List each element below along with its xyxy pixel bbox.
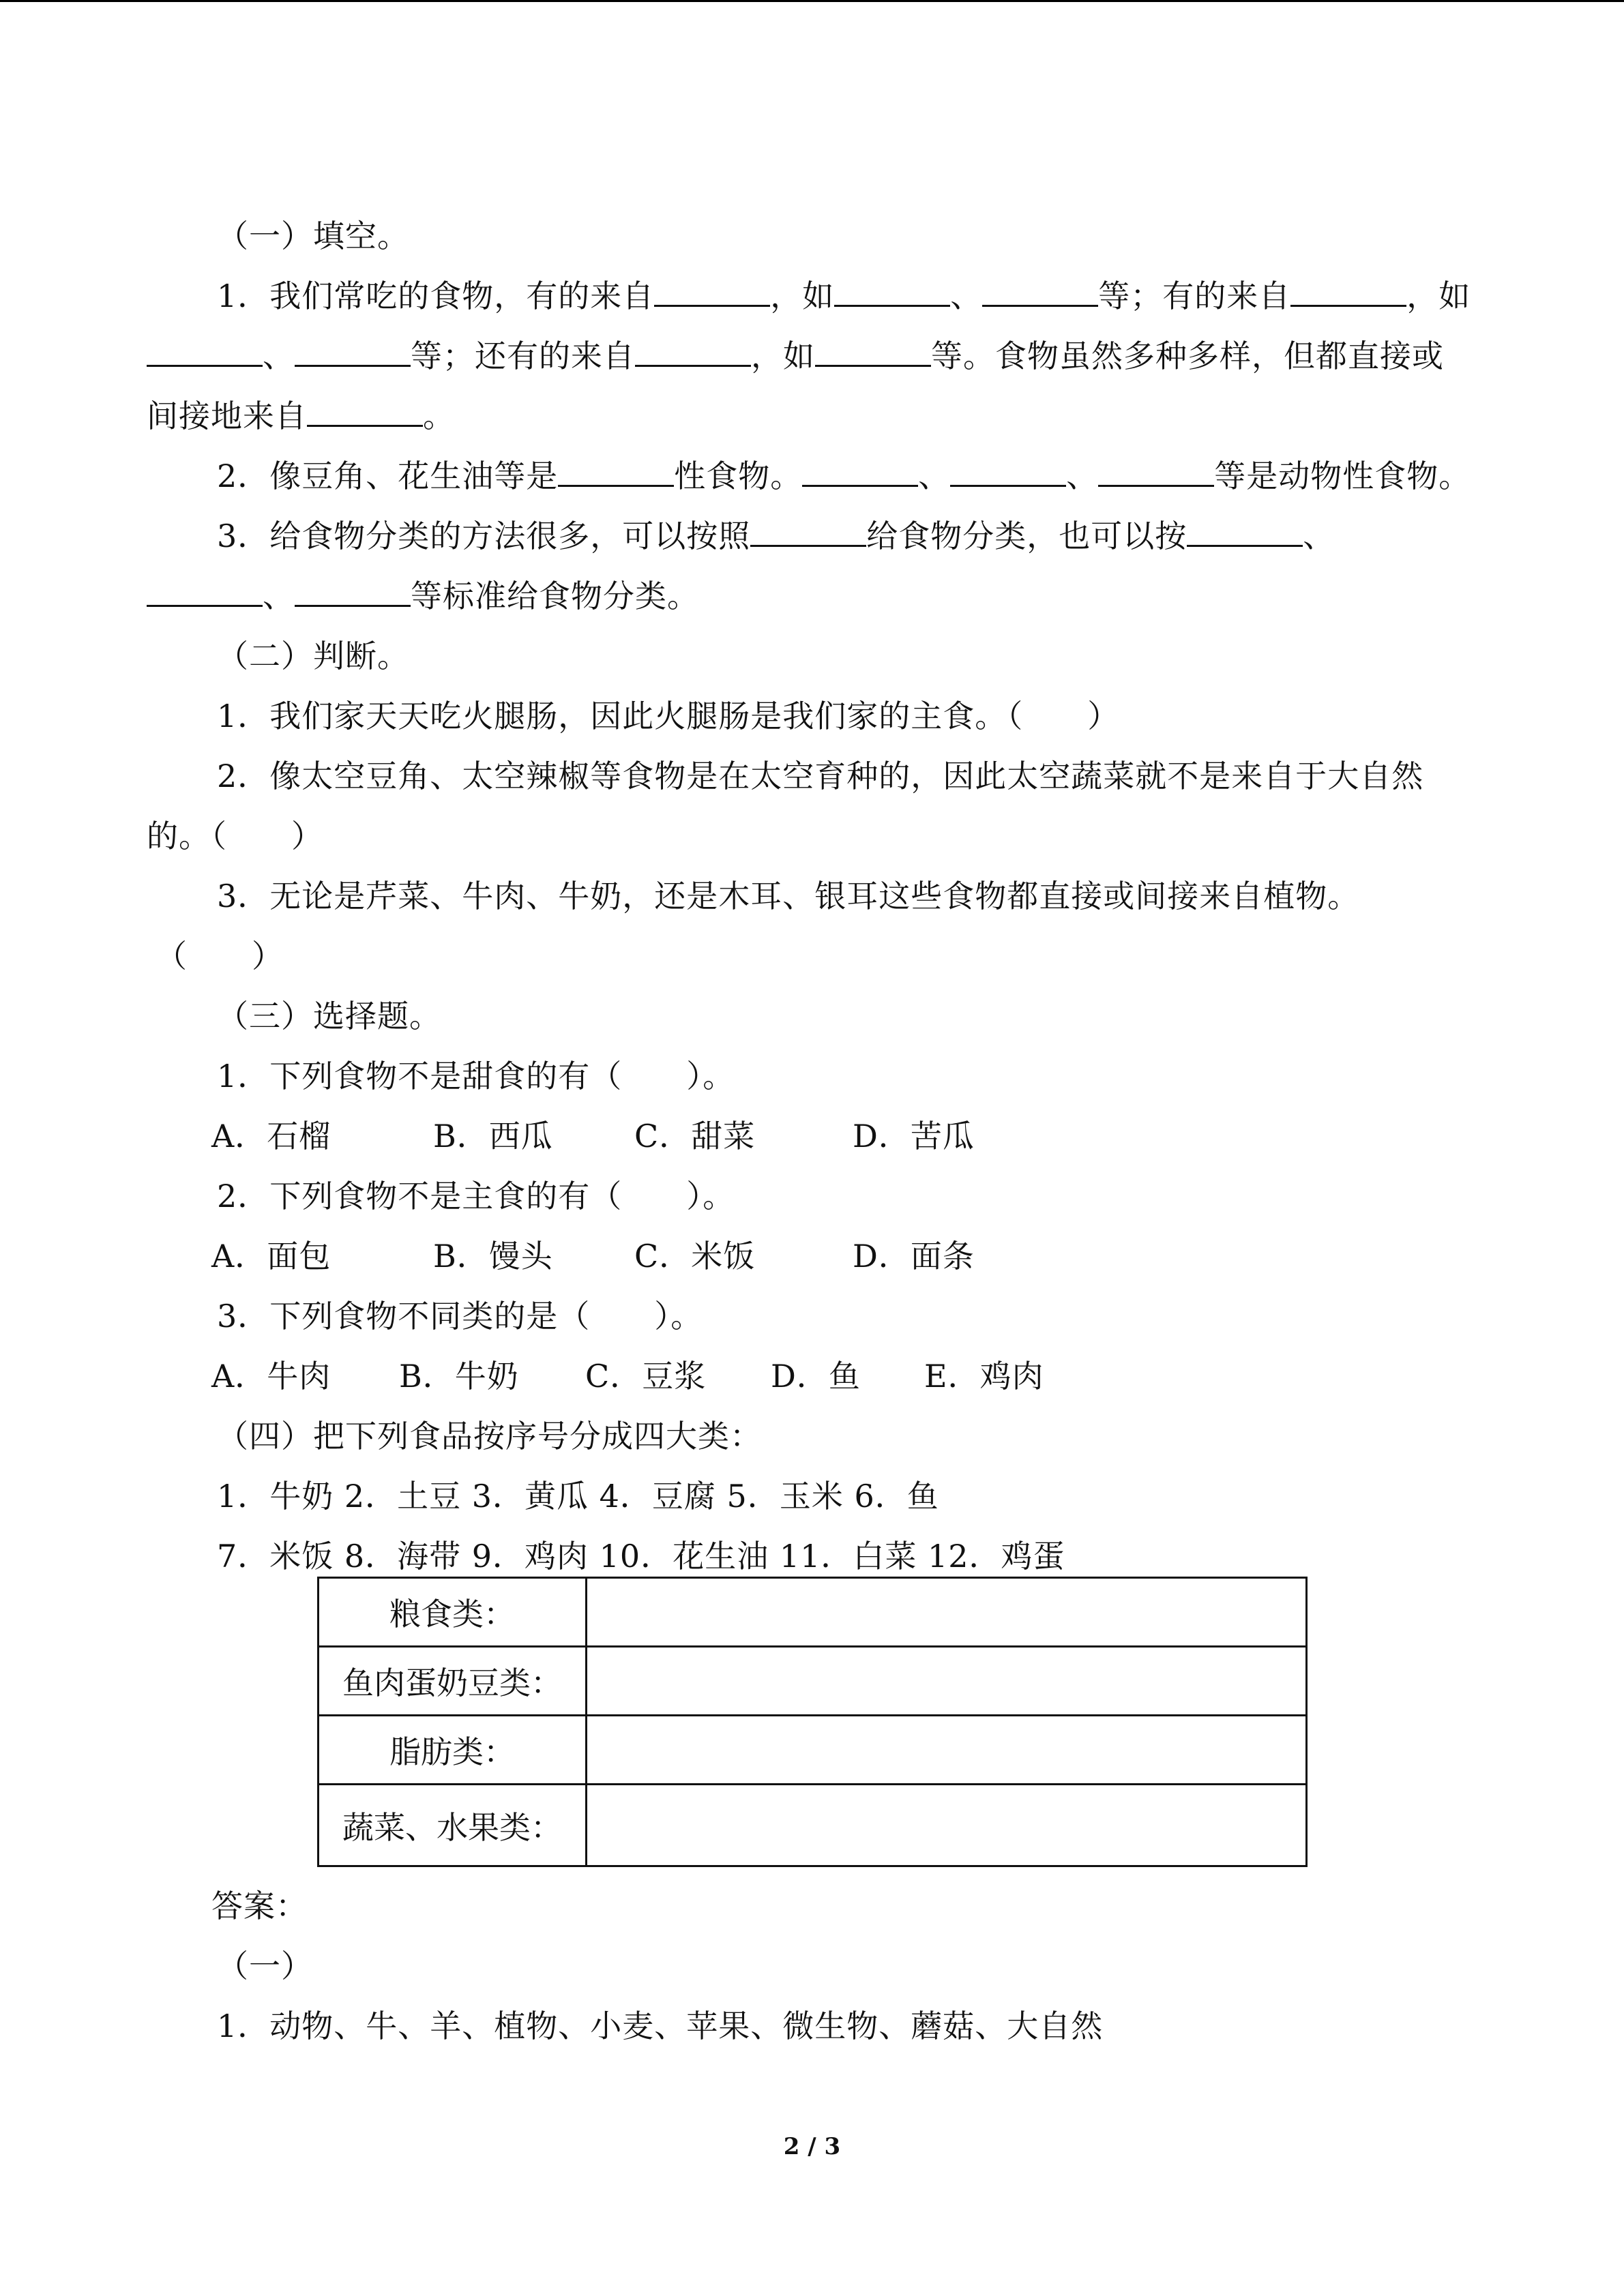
- blank[interactable]: [295, 578, 411, 607]
- answer-cell[interactable]: [587, 1647, 1307, 1716]
- blank[interactable]: [1290, 278, 1406, 307]
- section-judge-heading: （二）判断。: [217, 638, 409, 674]
- text: 、: [263, 338, 295, 374]
- answer-cell[interactable]: [587, 1578, 1307, 1647]
- section-classify-heading: （四）把下列食品按序号分成四大类：: [217, 1418, 762, 1455]
- choice-q1: 1．下列食物不是甜食的有（ ）。: [217, 1058, 735, 1094]
- classify-items-line1: 1．牛奶 2．土豆 3．黄瓜 4．豆腐 5．玉米 6．鱼: [217, 1478, 939, 1515]
- fill-q1-line1: [217, 275, 1471, 316]
- option[interactable]: C．米饭: [634, 1238, 756, 1274]
- fill-q2: [217, 456, 1471, 496]
- text: 、: [263, 578, 295, 614]
- text: 。: [423, 398, 455, 434]
- text: ，如: [751, 338, 815, 374]
- judge-q2-line1: 2．像太空豆角、太空辣椒等食物是在太空育种的，因此太空蔬菜就不是来自于大自然: [217, 758, 1424, 794]
- table-row: [319, 1578, 1307, 1647]
- text: 间接地来自: [147, 398, 307, 434]
- blank[interactable]: [558, 458, 674, 487]
- text: 2．像豆角、花生油等是: [217, 458, 559, 494]
- option[interactable]: D．鱼: [771, 1358, 861, 1395]
- judge-q2-line2: 的。（ ）: [147, 818, 323, 854]
- classify-items-line2: 7．米饭 8．海带 9．鸡肉 10．花生油 11．白菜 12．鸡蛋: [217, 1538, 1065, 1575]
- page-number: 2 / 3: [783, 2133, 841, 2160]
- text: 1．我们常吃的食物，有的来自: [217, 278, 655, 314]
- option[interactable]: A．面包: [211, 1238, 331, 1274]
- row-label: 蔬菜、水果类：: [319, 1785, 587, 1866]
- fill-q3-line1: [217, 516, 1335, 556]
- answers-title: 答案：: [211, 1888, 308, 1924]
- option[interactable]: B．馒头: [433, 1238, 553, 1274]
- blank[interactable]: [307, 398, 423, 427]
- blank[interactable]: [147, 338, 263, 367]
- classification-table: [317, 1577, 1308, 1867]
- blank[interactable]: [1187, 518, 1303, 547]
- option[interactable]: A．石榴: [211, 1118, 331, 1154]
- text: ，如: [1406, 278, 1471, 314]
- judge-q3-line2: （ ）: [156, 938, 284, 974]
- blank[interactable]: [147, 578, 263, 607]
- choice-q3: 3．下列食物不同类的是（ ）。: [217, 1298, 703, 1335]
- blank[interactable]: [295, 338, 411, 367]
- option[interactable]: A．牛肉: [211, 1358, 331, 1395]
- blank[interactable]: [982, 278, 1098, 307]
- text: 性食物。: [674, 458, 803, 494]
- answers-section-1: （一）: [217, 1948, 313, 1984]
- text: ，如: [770, 278, 835, 314]
- text: 、: [1066, 458, 1099, 494]
- top-border: [0, 0, 1624, 2]
- option[interactable]: B．西瓜: [433, 1118, 553, 1154]
- row-label: 脂肪类：: [319, 1716, 587, 1785]
- blank[interactable]: [815, 338, 931, 367]
- judge-q3-line1: 3．无论是芹菜、牛肉、牛奶，还是木耳、银耳这些食物都直接或间接来自植物。: [217, 878, 1360, 914]
- section-fill-heading: （一）填空。: [217, 218, 409, 254]
- option[interactable]: B．牛奶: [399, 1358, 519, 1395]
- blank[interactable]: [1098, 458, 1214, 487]
- row-label: 鱼肉蛋奶豆类：: [319, 1647, 587, 1716]
- option[interactable]: E．鸡肉: [924, 1358, 1044, 1395]
- option[interactable]: D．面条: [853, 1238, 975, 1274]
- text: 等标准给食物分类。: [411, 578, 699, 614]
- fill-q1-line3: [147, 396, 455, 436]
- fill-q1-line2: [147, 336, 1444, 376]
- text: 给食物分类，也可以按: [866, 518, 1187, 554]
- choice-q2: 2．下列食物不是主食的有（ ）。: [217, 1178, 735, 1214]
- blank[interactable]: [635, 338, 751, 367]
- row-label: 粮食类：: [319, 1578, 587, 1647]
- blank[interactable]: [802, 458, 918, 487]
- text: 等；有的来自: [1098, 278, 1291, 314]
- section-choice-heading: （三）选择题。: [217, 998, 441, 1034]
- blank[interactable]: [834, 278, 950, 307]
- table-row: [319, 1647, 1307, 1716]
- option[interactable]: C．甜菜: [634, 1118, 756, 1154]
- text: 、: [950, 278, 983, 314]
- fill-q3-line2: [147, 576, 699, 616]
- option[interactable]: D．苦瓜: [853, 1118, 975, 1154]
- table-row: [319, 1785, 1307, 1866]
- text: 3．给食物分类的方法很多，可以按照: [217, 518, 751, 554]
- text: 、: [918, 458, 951, 494]
- answer-cell[interactable]: [587, 1716, 1307, 1785]
- answers-line-1: 1．动物、牛、羊、植物、小麦、苹果、微生物、蘑菇、大自然: [217, 2008, 1104, 2044]
- blank[interactable]: [750, 518, 866, 547]
- blank[interactable]: [950, 458, 1066, 487]
- option[interactable]: C．豆浆: [585, 1358, 707, 1395]
- table-row: [319, 1716, 1307, 1785]
- blank[interactable]: [654, 278, 770, 307]
- answer-cell[interactable]: [587, 1785, 1307, 1866]
- text: 等；还有的来自: [411, 338, 635, 374]
- text: 、: [1303, 518, 1335, 554]
- text: 等。食物虽然多种多样，但都直接或: [931, 338, 1444, 374]
- text: 等是动物性食物。: [1214, 458, 1471, 494]
- judge-q1: 1．我们家天天吃火腿肠，因此火腿肠是我们家的主食。（ ）: [217, 698, 1120, 734]
